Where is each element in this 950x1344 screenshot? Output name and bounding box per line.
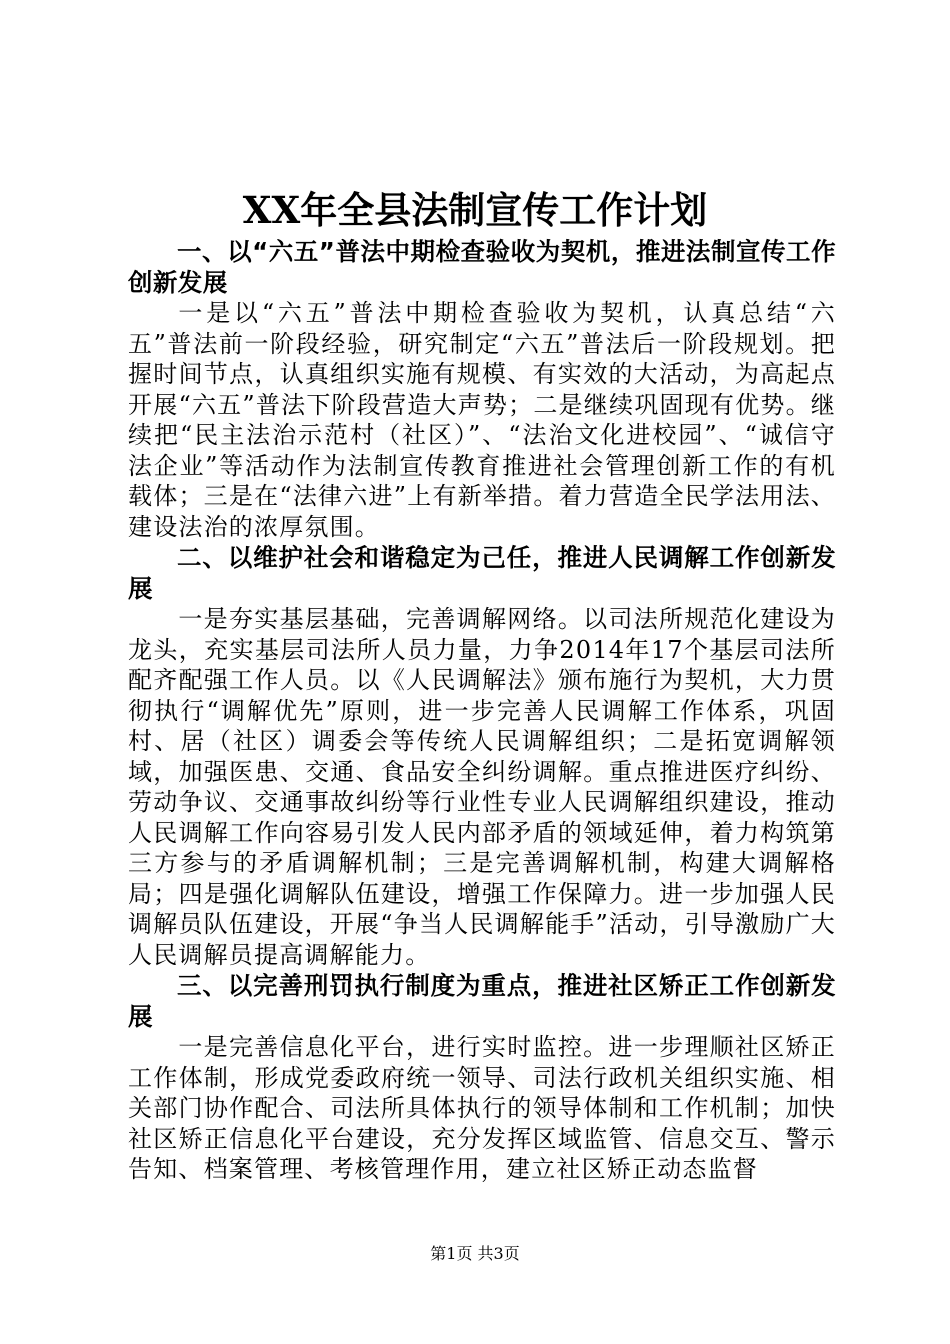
section-2-paragraph: 一是夯实基层基础，完善调解网络。以司法所规范化建设为龙头，充实基层司法所人员力量，力争2014年17个基层司法所配齐配强工作人员。以《人民调解法》颁布施行为契机，大力贯彻执行“调解优先”原则，进一步完善人民调解工作体系，巩固村、居（社区）调委会等传统人民调解组织；二是拓宽调解领域，加强医患、交通、食品安全纠纷调解。重点推进医疗纠纷、劳动争议、交通事故纠纷等行业性专业人民调解组织建设，推动人民调解工作向容易引发人民内部矛盾的领域延伸，着力构筑第三方参与的矛盾调解机制；三是完善调解机制，构建大调解格局；四是强化调解队伍建设，增强工作保障力。进一步加强人民调解员队伍建设，开展“争当人民调解能手”活动，引导激励广大人民调解员提高调解能力。	[128, 605, 836, 969]
section-1-paragraph: 一是以“六五”普法中期检查验收为契机，认真总结“六五”普法前一阶段经验，研究制定“六五”普法后一阶段规划。把握时间节点，认真组织实施有规模、有实效的大活动，为高起点开展“六五”普法下阶段营造大声势；二是继续巩固现有优势。继续把“民主法治示范村（社区）”、“法治文化进校园”、“诚信守法企业”等活动作为法制宣传教育推进社会管理创新工作的有机载体；三是在“法律六进”上有新举措。着力营造全民学法用法、建设法治的浓厚氛围。	[128, 299, 836, 541]
section-3-heading: 三、以完善刑罚执行制度为重点，推进社区矫正工作创新发展	[128, 971, 836, 1031]
section-3-paragraph: 一是完善信息化平台，进行实时监控。进一步理顺社区矫正工作体制，形成党委政府统一领导、司法行政机关组织实施、相关部门协作配合、司法所具体执行的领导体制和工作机制；加快社区矫正信息化平台建设，充分发挥区域监管、信息交互、警示告知、档案管理、考核管理作用，建立社区矫正动态监督	[128, 1033, 836, 1183]
section-1-heading: 一、以“六五”普法中期检查验收为契机，推进法制宣传工作创新发展	[128, 237, 836, 297]
page-number-footer: 第1页 共3页	[430, 1244, 520, 1263]
document-title: XX年全县法制宣传工作计划	[242, 188, 708, 232]
section-2-heading: 二、以维护社会和谐稳定为己任，推进人民调解工作创新发展	[128, 543, 836, 603]
document-body	[128, 236, 836, 1185]
